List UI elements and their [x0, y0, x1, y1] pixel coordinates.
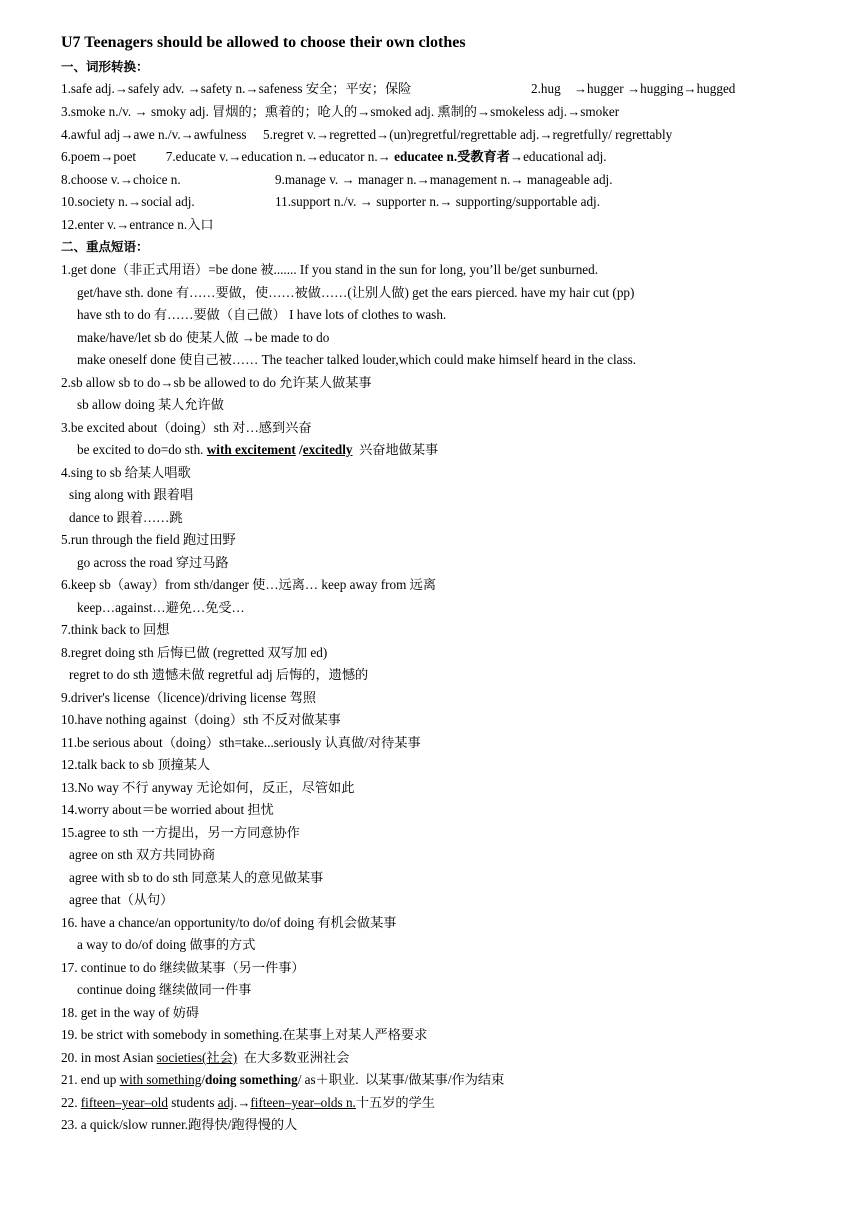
phrase-line: 17. continue to do 继续做某事（另一件事）: [61, 960, 305, 975]
phrase-line: 10.have nothing against（doing）sth 不反对做某事: [61, 712, 341, 727]
section-heading-word-forms: 一、词形转换：: [61, 59, 149, 74]
phrase-line: dance to 跟着……跳: [69, 510, 183, 525]
phrase-line: keep…against…避免…免受…: [77, 600, 245, 615]
phrase-line: make/have/let sb do 使某人做 →be made to do: [77, 330, 330, 345]
phrase-line: sb allow doing 某人允许做: [77, 397, 224, 412]
phrase-line: 15.agree to sth 一方提出，另一方同意协作: [61, 825, 300, 840]
phrase-line: have sth to do 有……要做（自己做） I have lots of clothes to wash.: [77, 307, 447, 322]
phrase-line: 14.worry about＝be worried about 担忧: [61, 802, 274, 817]
phrase-line: continue doing 继续做同一件事: [77, 982, 252, 997]
phrase-line: 1.get done（非正式用语）=be done 被....... If you stand in the sun for long, you’ll be/get sunburned.: [61, 262, 599, 277]
phrase-line: 12.talk back to sb 顶撞某人: [61, 757, 211, 772]
phrase-line: 9.driver's license（licence)/driving license 驾照: [61, 690, 317, 705]
phrase-line: 23. a quick/slow runner.跑得快/跑得慢的人: [61, 1117, 298, 1132]
phrase-line: agree with sb to do sth 同意某人的意见做某事: [69, 870, 324, 885]
word-form-line: 12.enter v.→entrance n.入口: [61, 217, 214, 232]
phrase-line: 5.run through the field 跑过田野: [61, 532, 236, 547]
phrase-line: be excited to do=do sth. with excitement /excitedly 兴奋地做某事: [77, 442, 439, 457]
word-form-line: 6.poem→poet 7.educate v.→education n.→educator n.→ educatee n.受教育者→educational adj.: [61, 149, 607, 164]
phrase-line: make oneself done 使自己被…… The teacher talked louder,which could make himself heard in the class.: [77, 352, 637, 367]
phrase-line: sing along with 跟着唱: [69, 487, 194, 502]
word-form-line: 4.awful adj→awe n./v.→awfulness 5.regret v.→regretted→(un)regretful/regrettable adj.→regretfully/ regrettably: [61, 127, 673, 142]
phrase-line: 22. fifteen–year–old students adj.→fifteen–year–olds n.十五岁的学生: [61, 1095, 435, 1110]
word-form-line: 10.society n.→social adj.: [61, 194, 195, 209]
phrase-line: 21. end up with something/doing something/ as＋职业. 以某事/做某事/作为结束: [61, 1072, 505, 1087]
phrase-line: 19. be strict with somebody in something.在某事上对某人严格要求: [61, 1027, 428, 1042]
phrase-line: a way to do/of doing 做事的方式: [77, 937, 256, 952]
phrase-line: 7.think back to 回想: [61, 622, 170, 637]
phrase-line: 13.No way 不行 anyway 无论如何，反正，尽管如此: [61, 780, 355, 795]
word-form-line: 9.manage v. → manager n.→management n.→ manageable adj.: [275, 172, 613, 187]
phrase-line: agree that（从句）: [69, 892, 174, 907]
phrase-line: 6.keep sb（away）from sth/danger 使…远离… keep away from 远离: [61, 577, 437, 592]
phrase-line: 4.sing to sb 给某人唱歌: [61, 465, 191, 480]
word-form-line: 3.smoke n./v. → smoky adj. 冒烟的；熏着的；呛人的→smoked adj. 熏制的→smokeless adj.→smoker: [61, 104, 620, 119]
phrase-line: go across the road 穿过马路: [77, 555, 229, 570]
phrase-line: get/have sth. done 有……要做，使……被做……(让别人做) get the ears pierced. have my hair cut (pp): [77, 285, 635, 300]
phrase-line: regret to do sth 遗憾未做 regretful adj 后悔的，遗憾的: [69, 667, 369, 682]
word-form-line: 1.safe adj.→safely adv. →safety n.→safeness 安全；平安；保险: [61, 81, 412, 96]
section-heading-key-phrases: 二、重点短语：: [61, 239, 149, 254]
phrase-line: 20. in most Asian societies(社会) 在大多数亚洲社会: [61, 1050, 350, 1065]
phrase-line: 16. have a chance/an opportunity/to do/of doing 有机会做某事: [61, 915, 397, 930]
phrase-line: 3.be excited about（doing）sth 对…感到兴奋: [61, 420, 312, 435]
document-title: U7 Teenagers should be allowed to choose their own clothes: [61, 34, 466, 51]
word-form-line: 2.hug →hugger →hugging→hugged: [531, 81, 736, 96]
word-form-line: 8.choose v.→choice n.: [61, 172, 181, 187]
word-form-line: 11.support n./v. → supporter n.→ supporting/supportable adj.: [275, 194, 601, 209]
phrase-line: 2.sb allow sb to do→sb be allowed to do 允许某人做某事: [61, 375, 372, 390]
phrase-line: 11.be serious about（doing）sth=take...seriously 认真做/对待某事: [61, 735, 421, 750]
phrase-line: 8.regret doing sth 后悔已做 (regretted 双写加 ed): [61, 645, 328, 660]
phrase-line: 18. get in the way of 妨碍: [61, 1005, 200, 1020]
phrase-line: agree on sth 双方共同协商: [69, 847, 216, 862]
